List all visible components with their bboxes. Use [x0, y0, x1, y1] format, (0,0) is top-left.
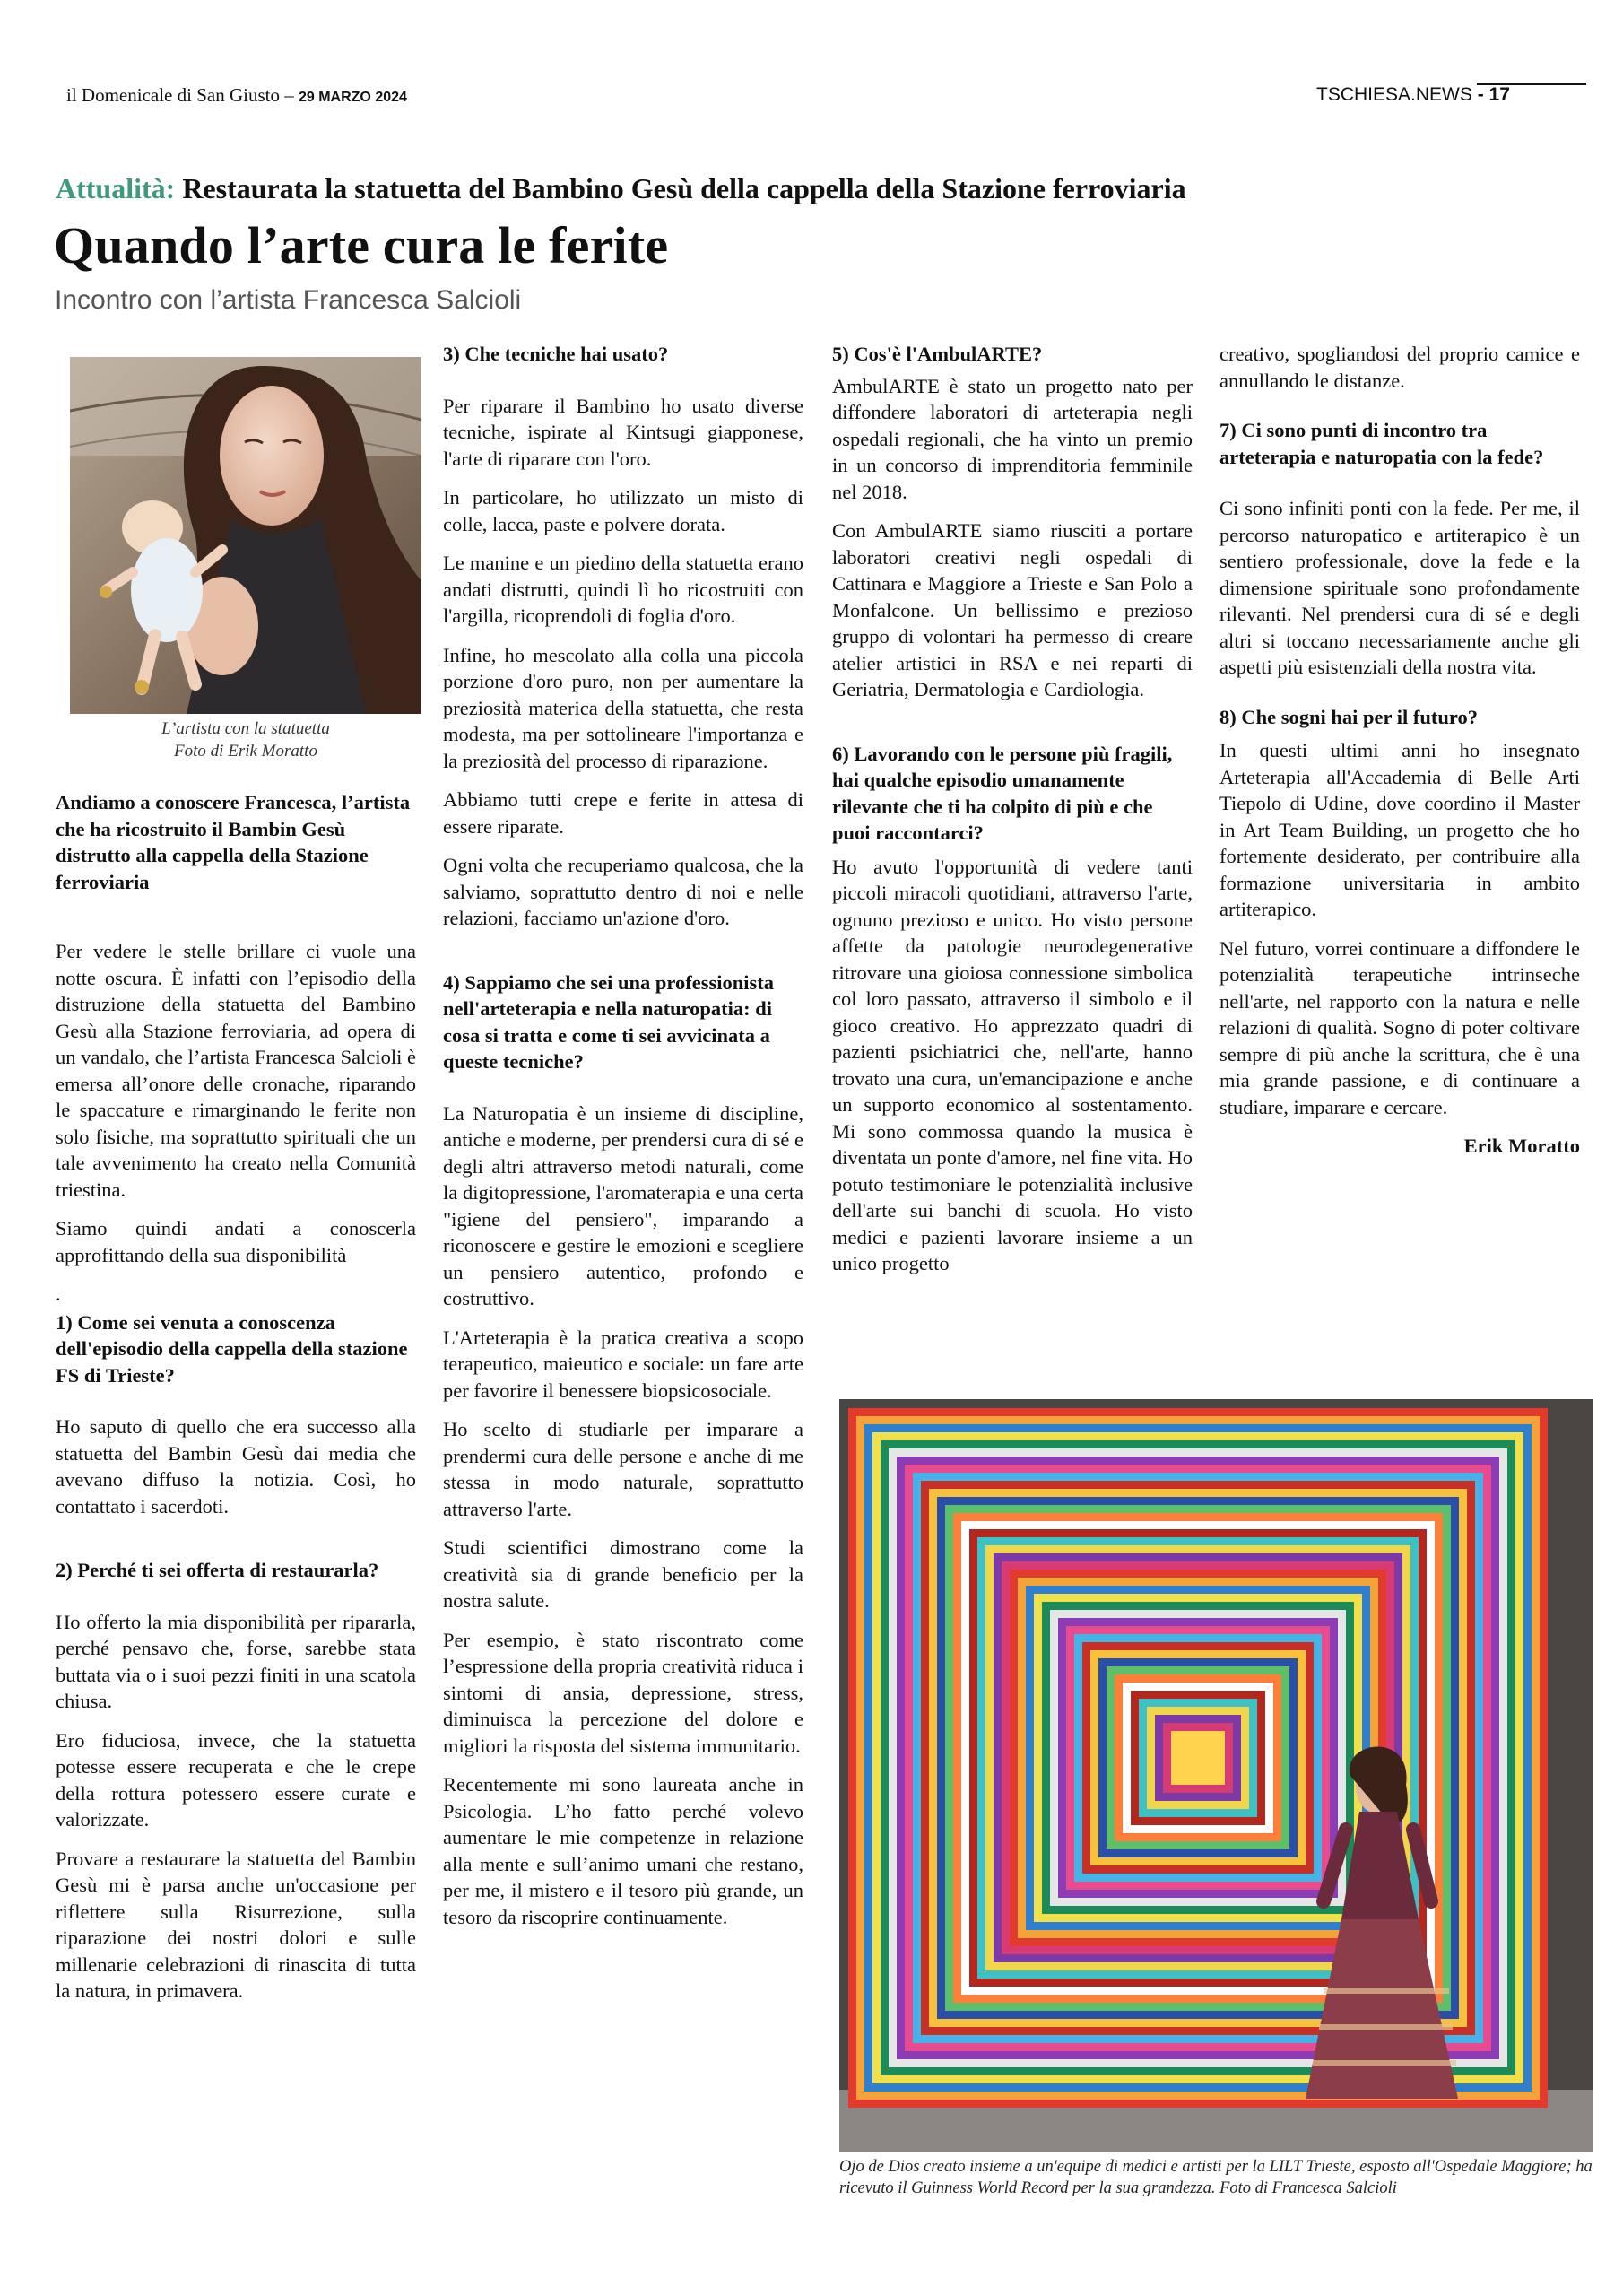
- body-paragraph: Ho scelto di studiarle per imparare a prendermi cura delle persone e anche di me stessa in modo naturale, soprattutto attraverso l'arte.: [443, 1418, 803, 1520]
- artist-photo-illustration: [70, 357, 421, 714]
- question-heading: 4) Sappiamo che sei una professionista nell'arteterapia e nella naturopatia: di cosa si tratta e come ti sei avvicinata a queste tecniche?: [443, 970, 775, 1073]
- subtitle: Incontro con l’artista Francesca Salcioli: [55, 285, 522, 315]
- body-paragraph: Ho saputo di quello che era successo alla statuetta del Bambin Gesù dai media che avevano diffuso la notizia. Così, ho contattato i sacerdoti.: [56, 1415, 416, 1518]
- body-paragraph: AmbulARTE è stato un progetto nato per diffondere laboratori di arteterapia negli ospedali regionali, che ha vinto un premio in un concorso di imprenditoria femminile nel 2018.: [832, 374, 1193, 503]
- body-paragraph: In questi ultimi anni ho insegnato Arteterapia all'Accademia di Belle Arti Tiepolo di Udine, dove coordino il Master in Art Team Building, un progetto che ho fortemente desiderato, per contribuire alla formazione universitaria in ambito artiterapico.: [1219, 739, 1580, 920]
- question-heading: 7) Ci sono punti di incontro tra arteterapia e naturopatia con la fede?: [1219, 419, 1544, 468]
- caption-line: L’artista con la statuetta: [161, 719, 330, 738]
- photo-caption: [70, 718, 421, 762]
- body-paragraph: Per esempio, è stato riscontrato come l’espressione della propria creatività riduca i sintomi di ansia, depressione, stress, diminuisca la percezione del dolore e migliori la risposta del sistema immunitario.: [443, 1628, 803, 1757]
- column-3: [832, 341, 1193, 1290]
- body-paragraph: Studi scientifici dimostrano come la creatività sia di grande beneficio per la nostra salute.: [443, 1536, 803, 1612]
- body-paragraph: .: [56, 1283, 61, 1305]
- body-paragraph: Nel futuro, vorrei continuare a diffondere le potenzialità terapeutiche intrinseche nell'arte, nel rapporto con la natura e nelle relazioni di qualità. Sogno di poter coltivare sempre di più anche la scrittura, che è una mia grande passione, e di continuare a studiare, imparare e cercare.: [1219, 936, 1580, 1118]
- question-heading: 5) Cos'è l'AmbulARTE?: [832, 343, 1043, 365]
- body-paragraph: Con AmbulARTE siamo riusciti a portare laboratori creativi negli ospedali di Cattinara e Maggiore a Trieste e San Polo a Monfalcone. Un bellissimo e prezioso gruppo di volontari ha permesso di creare atelier artistici in RSA e nei reparti di Geriatria, Dermatologia e Cardiologia.: [832, 519, 1193, 700]
- kicker: [56, 172, 1186, 205]
- body-paragraph: Ogni volta che recuperiamo qualcosa, che la salviamo, soprattutto dentro di noi e nelle relazioni, facciamo un'azione d'oro.: [443, 854, 803, 929]
- publication-name: il Domenicale di San Giusto –: [66, 84, 294, 106]
- author-signature: Erik Moratto: [1463, 1135, 1580, 1157]
- question-heading: 8) Che sogni hai per il futuro?: [1219, 705, 1478, 728]
- section-label: Attualità:: [56, 172, 176, 204]
- question-heading: 2) Perché ti sei offerta di restaurarla?: [56, 1559, 379, 1581]
- ojo-center: [1171, 1731, 1225, 1785]
- body-paragraph: In particolare, ho utilizzato un misto di colle, lacca, paste e polvere dorata.: [443, 486, 803, 535]
- header-publication: [66, 84, 407, 107]
- body-paragraph: Ho avuto l'opportunità di vedere tanti piccoli miracoli quotidiani, attraverso l'arte, ognuno prezioso e unico. Ho visto persone affette da patologie neurodegenerative ritrovare una gioiosa connessione simbolica col loro passato, attraverso il simbolo e il gioco creativo. Ho apprezzato quadri di pazienti psichiatrici che, nell'arte, hanno trovato una cura, un'emancipazione e anche un supporto economico al sostentamento. Mi sono commossa quando la musica è diventata un ponte d'amore, nel fine vita. Ho potuto testimoniare le potenzialità inclusive dell'arte sui banchi di scuola. Ho visto medici e pazienti lavorare insieme a un unico progetto: [832, 855, 1193, 1274]
- spacer: [1219, 406, 1580, 417]
- caption-credit: Foto di Erik Moratto: [174, 742, 317, 761]
- ojo-photo-caption: Ojo de Dios creato insieme a un'equipe di medici e artisti per la LILT Trieste, esposto all'Ospedale Maggiore; ha ricevuto il Guinness World Record per la sua grandezza. Foto di Francesca Salcioli: [839, 2158, 1593, 2197]
- question-heading: 1) Come sei venuta a conoscenza dell'episodio della cappella della stazione FS di Trieste?: [56, 1310, 408, 1387]
- spacer: [1219, 693, 1580, 704]
- spacer: [832, 716, 1193, 741]
- kicker-text: Restaurata la statuetta del Bambino Gesù della cappella della Stazione ferroviaria: [182, 172, 1186, 204]
- page-number: - 17: [1477, 84, 1510, 105]
- ojo-frames: [848, 1408, 1548, 2108]
- body-paragraph: Ero fiduciosa, invece, che la statuetta potesse essere recuperata e che le crepe della rottura potessero essere curate e valorizzate.: [56, 1728, 416, 1831]
- body-paragraph: La Naturopatia è un insieme di discipline, antiche e moderne, per prendersi cura di sé e degli altri attraverso metodi naturali, come la digitopressione, l'aromaterapia e una certa "igiene del pensiero", imparando a riconoscere e gestire le emozioni e scegliere un pensiero autentico, profondo e costruttivo.: [443, 1101, 803, 1309]
- body-paragraph: Abbiamo tutti crepe e ferite in attesa di essere riparate.: [443, 788, 803, 838]
- body-paragraph: Per vedere le stelle brillare ci vuole una notte oscura. È infatti con l’episodio della distruzione della statuetta del Bambino Gesù alla Stazione ferroviaria, ad opera di un vandalo, che l’artista Francesca Salcioli è emersa all’onore delle cronache, riparando le spaccature e rimarginando le ferite non solo fisiche, ma soprattutto spirituali che un tale avvenimento ha creato nella Comunità triestina.: [56, 940, 416, 1201]
- body-paragraph: Le manine e un piedino della statuetta erano andati distrutti, quindi lì ho ricostruiti con l'argilla, ricoprendoli di foglia d'oro.: [443, 552, 803, 627]
- body-paragraph: Per riparare il Bambino ho usato diverse tecniche, ispirate al Kintsugi giapponese, l'arte di riparare con l'oro.: [443, 394, 803, 470]
- header-site: [1316, 84, 1510, 106]
- artist-photo: [70, 357, 421, 714]
- site-name[interactable]: TSCHIESA.NEWS: [1316, 84, 1472, 105]
- question-heading: 3) Che tecniche hai usato?: [443, 343, 669, 365]
- ojo-de-dios-photo: [839, 1399, 1593, 2152]
- body-paragraph: Ci sono infiniti ponti con la fede. Per me, il percorso naturopatico e artiterapico è un sentiero professionale, dove la fede e la dimensione spirituale sono profondamente rilevanti. Nel prendersi cura di sé e degli altri si toccano necessariamente anche gli aspetti più esistenziali della nostra vita.: [1219, 497, 1580, 678]
- body-paragraph: Recentemente mi sono laureata anche in Psicologia. L’ho fatto perché volevo aumentare le mie competenze in relazione alla mente e sull’animo umani che restano, per me, il mistero e il tesoro più grande, un tesoro da riscoprire continuamente.: [443, 1773, 803, 1928]
- body-paragraph: Siamo quindi andati a conoscerla approfittando della sua disponibilità: [56, 1217, 416, 1266]
- issue-date: 29 MARZO 2024: [298, 90, 407, 105]
- column-1: [56, 789, 416, 2017]
- body-paragraph: Provare a restaurare la statuetta del Bambin Gesù mi è parsa anche un'occasione per riflettere sulla Risurrezione, sulla riparazione dei nostri dolori e sulle millenarie celebrazioni di rinascita di tutta la natura, in primavera.: [56, 1847, 416, 2002]
- column-4: [1219, 341, 1580, 1160]
- body-paragraph: Infine, ho mescolato alla colla una piccola porzione d'oro puro, non per aumentare la preziosità materica della statuetta, che resta modesta, ma per sottolineare l'importanza e la preziosità del processo di riparazione.: [443, 643, 803, 772]
- ojo-de-dios-illustration: [839, 1399, 1593, 2152]
- question-heading: 6) Lavorando con le persone più fragili, hai qualche episodio umanamente rilevante che ti ha colpito di più e che puoi raccontarci?: [832, 742, 1173, 844]
- column-2: [443, 341, 803, 1943]
- body-paragraph: Ho offerto la mia disponibilità per ripararla, perché pensavo che, forse, sarebbe stata buttata via o i suoi pezzi finiti in una scatola chiusa.: [56, 1610, 416, 1712]
- body-paragraph: L'Arteterapia è la pratica creativa a scopo terapeutico, maieutico e sociale: un fare arte per favorire il benessere biopsicosociale.: [443, 1326, 803, 1402]
- spacer: [443, 944, 803, 970]
- page-title: Quando l’arte cura le ferite: [54, 216, 669, 274]
- body-paragraph: creativo, spogliandosi del proprio camice e annullando le distanze.: [1219, 343, 1580, 392]
- lead-paragraph: Andiamo a conoscere Francesca, l’artista che ha ricostruito il Bambin Gesù distrutto alla cappella della Stazione ferroviaria: [56, 791, 411, 893]
- spacer: [56, 1532, 416, 1557]
